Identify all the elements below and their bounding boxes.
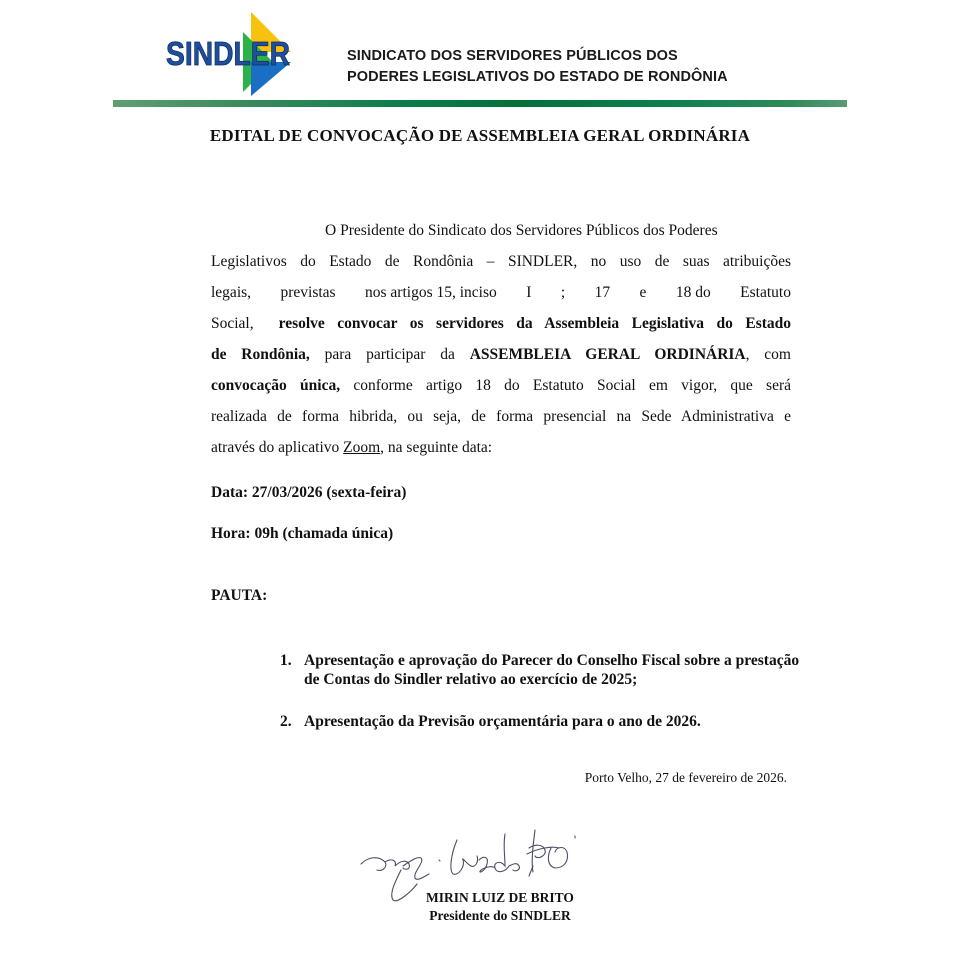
signer-name: MIRIN LUIZ DE BRITO: [426, 890, 574, 905]
logo-text: SINDLER: [166, 35, 291, 72]
paragraph-line-5: [211, 339, 791, 370]
agenda-item: [280, 712, 800, 731]
word: ;: [560, 284, 566, 301]
paragraph-line-3: [211, 277, 791, 308]
word: 17: [594, 284, 611, 301]
paragraph-line-7: realizada de forma hibrida, ou seja, de forma presencial na Sede Administrativa e: [211, 408, 791, 425]
paragraph-line-8: [211, 432, 791, 463]
word: legais,: [211, 284, 252, 301]
sindler-logo: [163, 10, 298, 98]
agenda-item-text: Apresentação e aprovação do Parecer do Conselho Fiscal sobre a prestação de Contas do Sindler relativo ao exercício de 2025;: [304, 652, 800, 688]
place-and-date: Porto Velho, 27 de fevereiro de 2026.: [584, 770, 787, 785]
paragraph-line-2: Legislativos do Estado de Rondônia – SINDLER, no uso de suas atribuições: [211, 253, 791, 270]
meeting-date: Data: 27/03/2026 (sexta-feira): [211, 484, 407, 501]
agenda-list: [280, 651, 800, 731]
agenda-item-number: 1.: [280, 652, 292, 669]
organization-name: [347, 46, 728, 88]
paragraph-line-1: [211, 215, 791, 246]
word: previstas: [280, 284, 336, 301]
org-name-line-2: PODERES LEGISLATIVOS DO ESTADO DE RONDÔNIA: [347, 69, 728, 85]
text: Social,: [211, 315, 254, 332]
text: conforme artigo 18 do Estatuto Social em vigor, que será: [340, 377, 792, 394]
document-title: EDITAL DE CONVOCAÇÃO DE ASSEMBLEIA GERAL ORDINÁRIA: [209, 126, 751, 145]
word: 18 do: [675, 284, 711, 301]
bold-text: ASSEMBLEIA GERAL ORDINÁRIA: [469, 346, 746, 363]
bold-text: resolve convocar os servidores da Assembleia Legislativa do Estado: [278, 315, 792, 332]
text: , com: [745, 346, 791, 363]
word: nos artigos 15, inciso: [365, 284, 497, 301]
meeting-time: Hora: 09h (chamada única): [211, 525, 394, 542]
agenda-item-text: Apresentação da Previsão orçamentária para o ano de 2026.: [304, 713, 701, 730]
text: , na seguinte data:: [380, 439, 493, 456]
header-divider-bar: [113, 100, 847, 107]
paragraph-line-4: [211, 308, 791, 339]
text: O Presidente do Sindicato dos Servidores Públicos dos Poderes: [325, 222, 718, 239]
signer-block: [0, 889, 960, 925]
bold-text: de Rondônia,: [211, 346, 310, 363]
text: para participar da: [309, 346, 470, 363]
paragraph-line-6: [211, 370, 791, 401]
word: Estatuto: [740, 284, 791, 301]
org-name-line-1: SINDICATO DOS SERVIDORES PÚBLICOS DOS: [347, 48, 678, 64]
agenda-item: [280, 651, 800, 689]
agenda-item-number: 2.: [280, 713, 292, 730]
zoom-link[interactable]: Zoom: [343, 439, 381, 456]
bold-text: convocação única,: [211, 377, 341, 394]
sindler-logo-graphic: [163, 10, 298, 98]
text: através do aplicativo: [211, 439, 344, 456]
agenda-label: PAUTA:: [211, 587, 268, 604]
word: I: [526, 284, 532, 301]
word: e: [639, 284, 647, 301]
signer-role: Presidente do SINDLER: [429, 908, 571, 923]
convocation-paragraph: [211, 215, 791, 463]
